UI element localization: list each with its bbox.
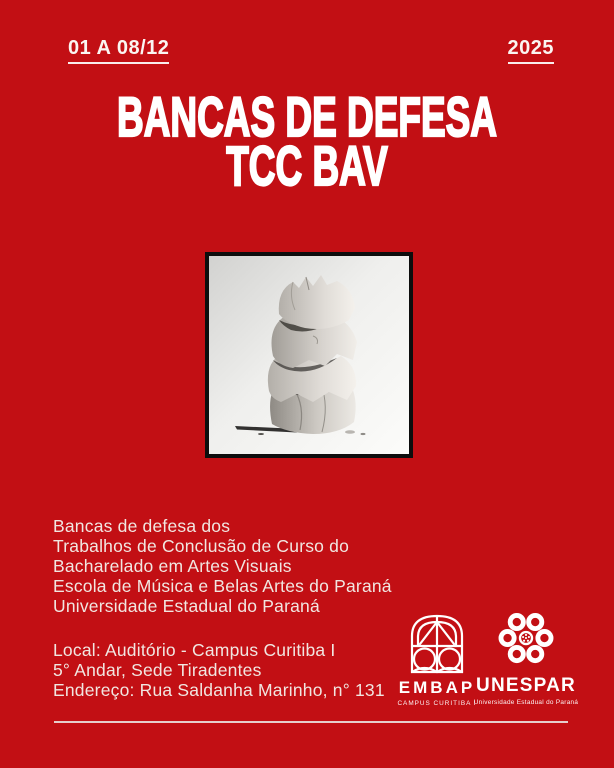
description-line: Bacharelado em Artes Visuais xyxy=(53,556,292,576)
unespar-araucaria-flower-icon xyxy=(493,606,559,672)
location-line: Local: Auditório - Campus Curitiba I xyxy=(53,640,336,660)
embap-logo-subtitle: CAMPUS CURITIBA I xyxy=(397,700,477,707)
event-location xyxy=(53,640,385,700)
unespar-logo xyxy=(473,606,579,706)
title-line-1: BANCAS DE DEFESA xyxy=(117,85,497,148)
description-line: Escola de Música e Belas Artes do Paraná xyxy=(53,576,392,596)
description-line: Trabalhos de Conclusão de Curso do xyxy=(53,536,350,556)
embap-arched-window-icon xyxy=(407,611,467,675)
location-line: Endereço: Rua Saldanha Marinho, n° 131 xyxy=(53,680,385,700)
title-line-2: TCC BAV xyxy=(226,134,388,197)
event-date-range: 01 A 08/12 xyxy=(68,37,169,64)
event-year: 2025 xyxy=(508,37,555,64)
description-line: Bancas de defesa dos xyxy=(53,516,231,536)
poster-title xyxy=(0,85,614,197)
eggshells-photo-frame xyxy=(205,252,413,458)
event-description xyxy=(53,516,392,616)
unespar-logo-name: UNESPAR xyxy=(476,675,576,696)
embap-logo xyxy=(399,611,475,707)
unespar-logo-subtitle: Universidade Estadual do Paraná xyxy=(473,699,579,706)
location-line: 5° Andar, Sede Tiradentes xyxy=(53,660,262,680)
description-line: Universidade Estadual do Paraná xyxy=(53,596,320,616)
footer-rule xyxy=(54,721,568,723)
embap-logo-name: EMBAP xyxy=(398,678,476,697)
eggshells-photo xyxy=(209,256,409,454)
